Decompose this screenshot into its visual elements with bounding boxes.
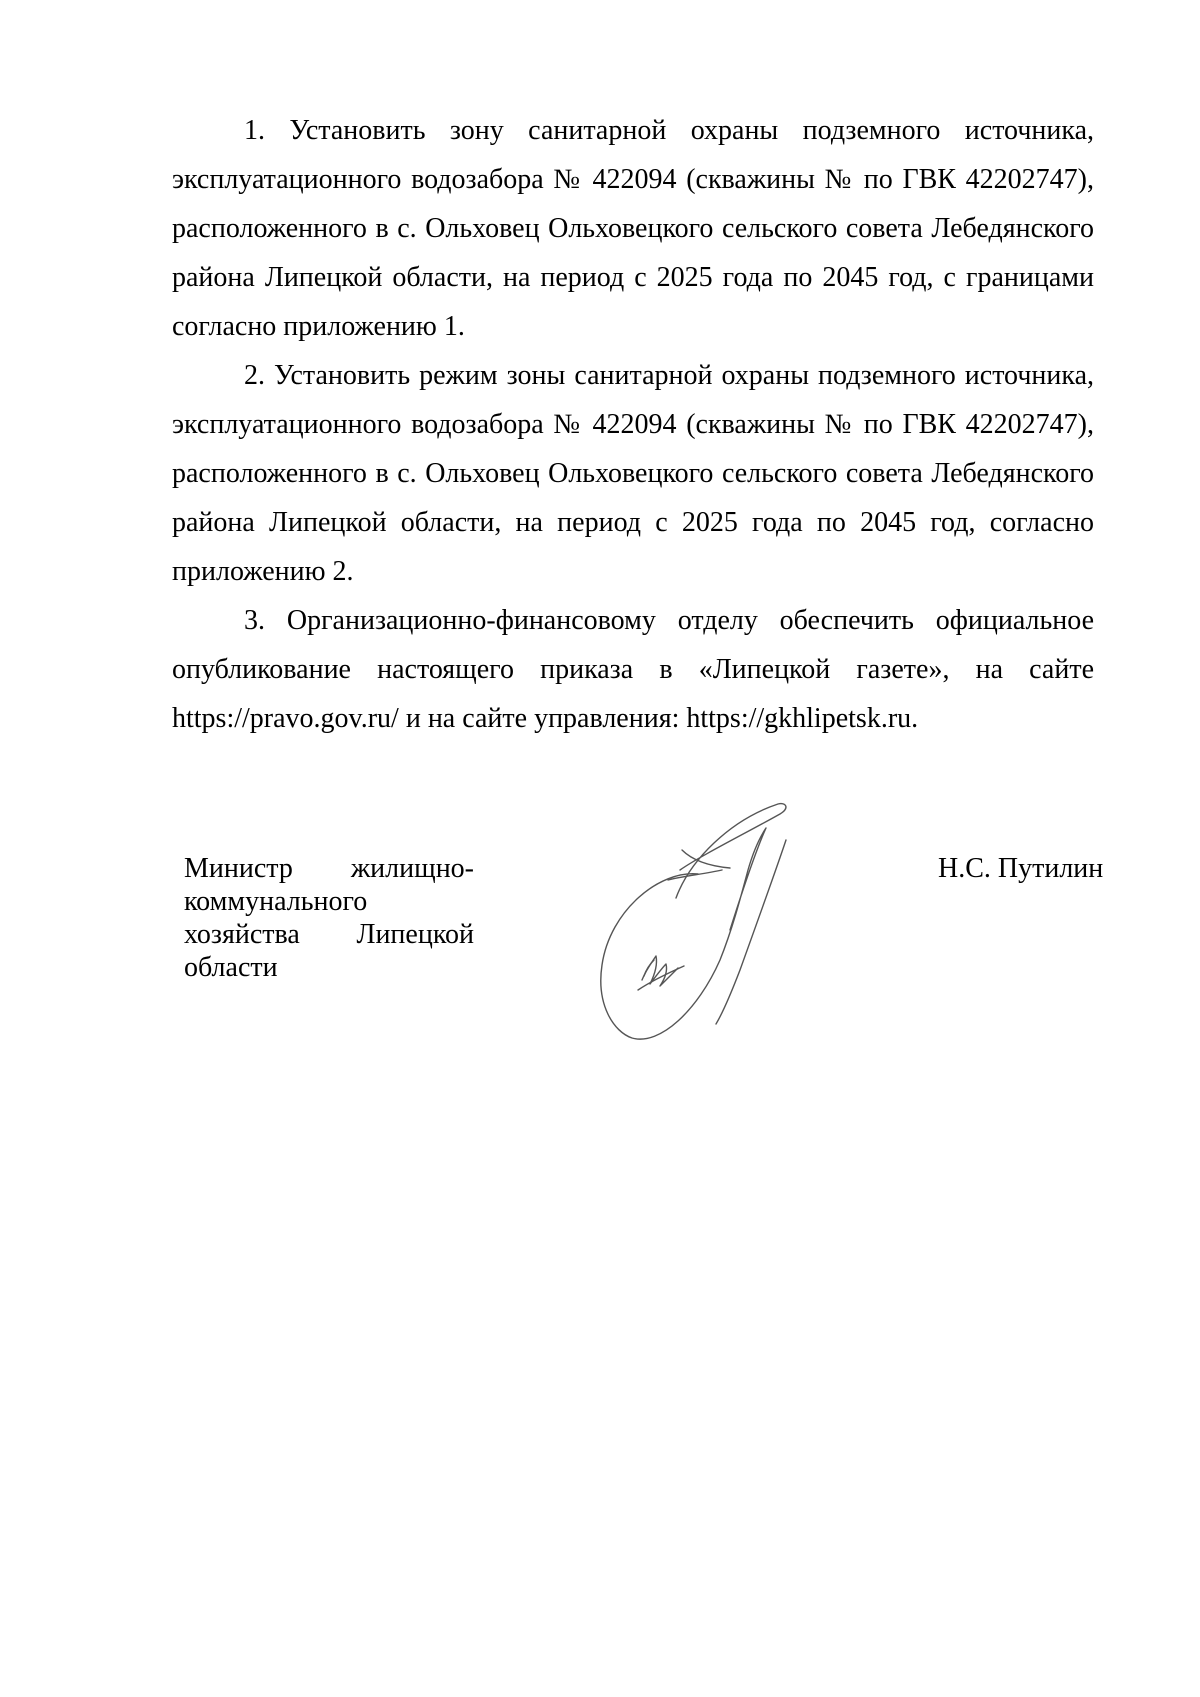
position-line: Министр жилищно- (184, 853, 474, 884)
handwritten-signature (580, 800, 850, 1070)
signer-position (184, 852, 474, 984)
signer-name: Н.С. Путилин (938, 853, 1104, 884)
position-line: области (184, 952, 278, 983)
paragraph-3 (172, 596, 1094, 743)
paragraph-text: Установить режим зоны санитарной охраны подземного источника, эксплуатационного водозабора № 422094 (скважины № по ГВК 42202747), расположенного в с. Ольховец Ольховецкого сельского совета Лебедянского района Липецкой области, на период с 2025 года по 2045 год, согласно приложению 2. (172, 360, 1094, 587)
paragraph-text: Организационно-финансовому отделу обеспечить официальное опубликование настоящего приказа в «Липецкой газете», на сайте https://pravo.gov.ru/ и на сайте управления: https://gkhlipetsk.ru. (172, 605, 1094, 734)
paragraph-number: 1. (244, 115, 265, 146)
paragraph-number: 3. (244, 605, 265, 636)
position-line: хозяйства Липецкой (184, 919, 474, 950)
paragraph-1 (172, 106, 1094, 351)
document-body (172, 106, 1094, 743)
paragraph-text: Установить зону санитарной охраны подземного источника, эксплуатационного водозабора № 422094 (скважины № по ГВК 42202747), расположенного в с. Ольховец Ольховецкого сельского совета Лебедянского района Липецкой области, на период с 2025 года по 2045 год, с границами согласно приложению 1. (172, 115, 1094, 342)
paragraph-number: 2. (244, 360, 265, 391)
signature-block (0, 840, 1200, 1060)
paragraph-2 (172, 351, 1094, 596)
position-line: коммунального (184, 886, 368, 917)
